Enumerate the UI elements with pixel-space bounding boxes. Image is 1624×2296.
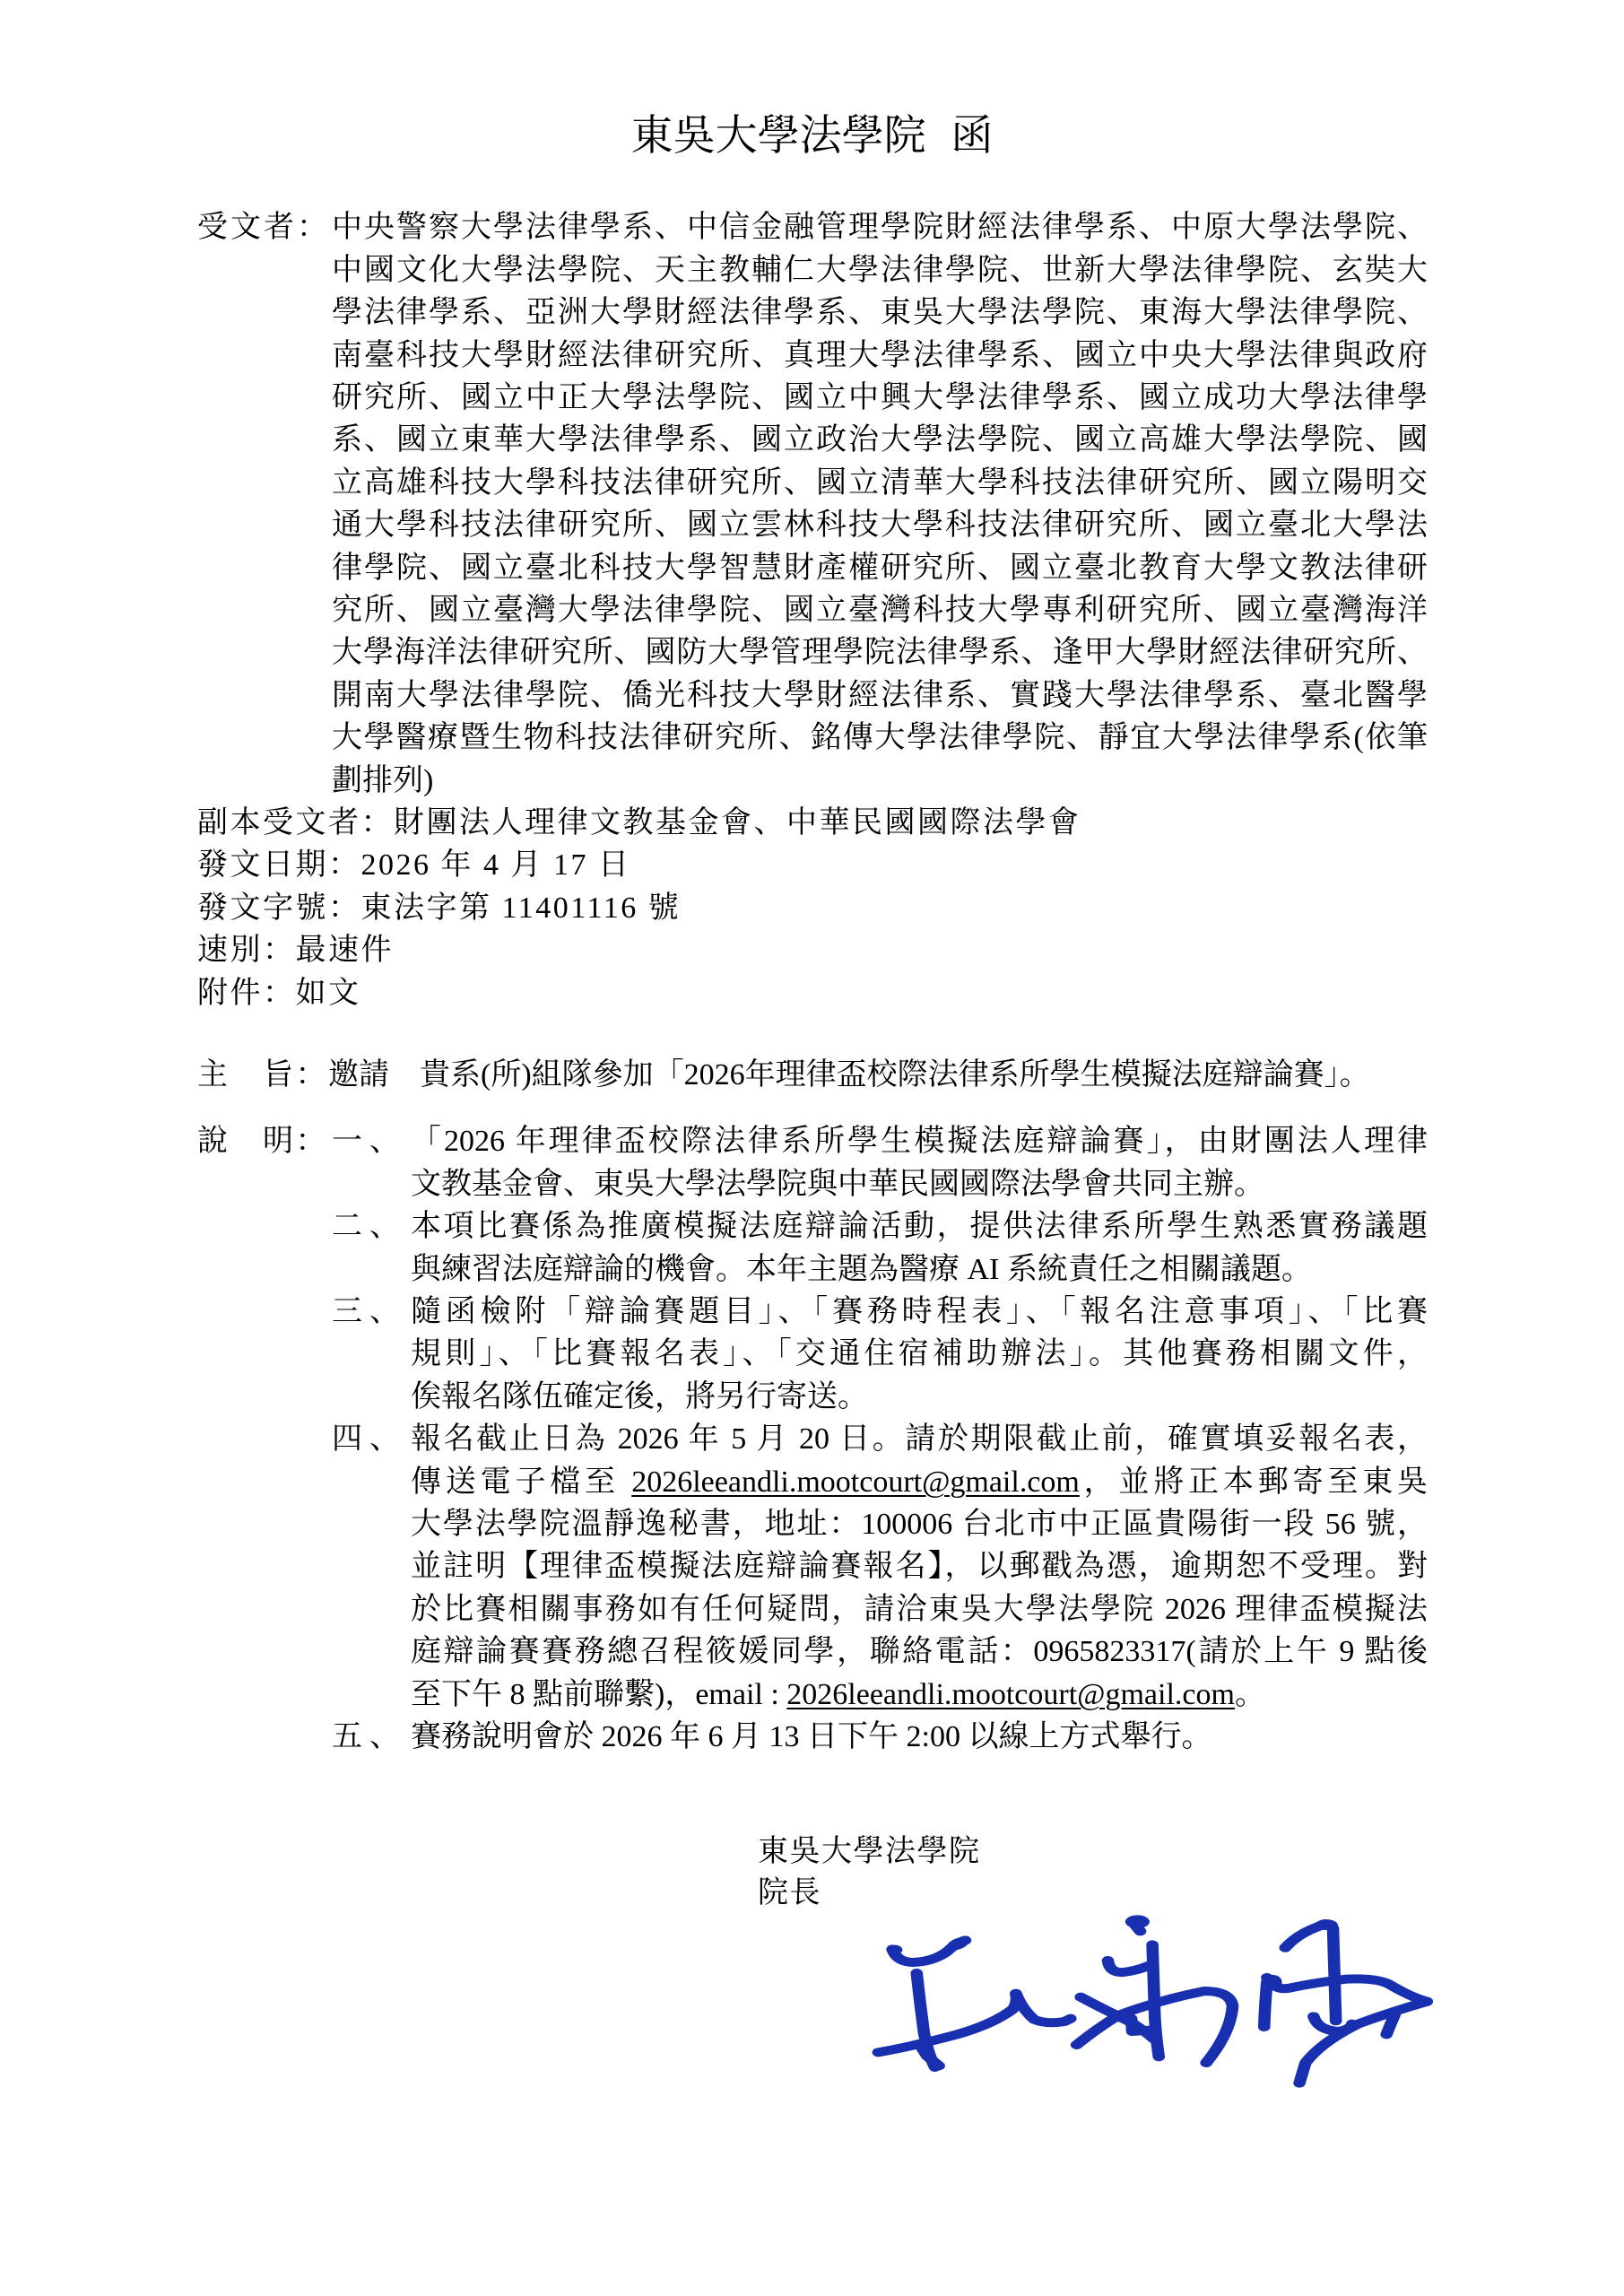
recipients-line: 學法律學系、亞洲大學財經法律學系、東吳大學法學院、東海大學法律學院、 xyxy=(332,296,1428,330)
signoff-organization: 東吳大學法學院 xyxy=(758,1835,981,1868)
item-line: 隨函檢附「辯論賽題目」、「賽務時程表」、「報名注意事項」、「比賽 xyxy=(411,1294,1428,1328)
signature-stroke xyxy=(1267,1978,1427,2002)
item-number: 五、 xyxy=(332,1719,407,1753)
item-line-text: 傳送電子檔至 xyxy=(411,1465,632,1499)
recipients-line: 研究所、國立中正大學法學院、國立中興大學法律學系、國立成功大學法律學 xyxy=(332,380,1428,414)
item-line: 並註明【理律盃模擬法庭辯論賽報名】，以郵戳為憑，逾期恕不受理。對 xyxy=(411,1550,1428,1584)
subject-label: 主 旨： xyxy=(197,1058,328,1092)
item-line-text: 。 xyxy=(1234,1677,1265,1711)
item-line-text: ，並將正本郵寄至東吳 xyxy=(1079,1465,1429,1499)
item-number: 二、 xyxy=(332,1210,407,1244)
attachment-value: 如文 xyxy=(295,976,361,1010)
priority-label: 速別： xyxy=(197,934,296,968)
recipients-line: 中國文化大學法學院、天主教輔仁大學法律學院、世新大學法律學院、玄奘大 xyxy=(332,253,1428,287)
signature-stroke xyxy=(1125,1915,1150,1928)
priority-value: 最速件 xyxy=(295,934,394,968)
item-line: 本項比賽係為推廣模擬法庭辯論活動，提供法律系所學生熟悉實務議題 xyxy=(411,1210,1428,1244)
item-line: 規則」、「比賽報名表」、「交通住宿補助辦法」。其他賽務相關文件， xyxy=(411,1337,1428,1371)
item-line: 文教基金會、東吳大學法學院與中華民國國際法學會共同主辦。 xyxy=(411,1167,1264,1201)
recipients-line: 通大學科技法律研究所、國立雲林科技大學科技法律研究所、國立臺北大學法 xyxy=(332,509,1428,543)
item-line-text: 至下午 8 點前聯繫)，email : xyxy=(411,1677,787,1711)
item-line xyxy=(411,1461,1428,1503)
recipients-line: 大學醫療暨生物科技法律研究所、銘傳大學法律學院、靜宜大學法律學系(依筆 xyxy=(332,721,1428,755)
signature-stroke xyxy=(1264,1975,1282,1989)
signature-stroke xyxy=(1299,2002,1427,2083)
cc-label: 副本受文者： xyxy=(197,805,394,839)
cc-value: 財團法人理律文教基金會、中華民國國際法學會 xyxy=(394,805,1081,839)
email-link[interactable]: 2026leeandli.mootcourt@gmail.com xyxy=(631,1465,1080,1499)
signature-stroke xyxy=(1386,2015,1394,2035)
item-line xyxy=(411,1674,1428,1716)
date-label: 發文日期： xyxy=(197,848,361,883)
reference-number-label: 發文字號： xyxy=(197,891,361,925)
attachment-field xyxy=(197,972,361,1014)
recipients-line: 究所、國立臺灣大學法律學院、國立臺灣科技大學專利研究所、國立臺灣海洋 xyxy=(332,593,1428,627)
signature-stroke xyxy=(886,1945,902,1955)
item-line: 於比賽相關事務如有任何疑問，請洽東吳大學法學院 2026 理律盃模擬法 xyxy=(411,1592,1428,1626)
item-line: 大學法學院溫靜逸秘書，地址：100006 台北市中正區貴陽街一段 56 號， xyxy=(411,1507,1428,1541)
item-line: 「2026 年理律盃校際法律系所學生模擬法庭辯論賽」，由財團法人理律 xyxy=(411,1125,1428,1159)
email-link[interactable]: 2026leeandli.mootcourt@gmail.com xyxy=(786,1677,1235,1711)
recipients-label: 受文者： xyxy=(197,211,330,245)
signature-stroke xyxy=(878,1994,1016,2052)
date-value: 2026 年 4 月 17 日 xyxy=(360,848,631,883)
letter-title: 東吳大學法學院 函 xyxy=(630,113,994,160)
reference-number-value: 東法字第 11401116 號 xyxy=(360,891,682,925)
explanation-label: 說 明： xyxy=(197,1125,328,1159)
recipients-line: 中央警察大學法律學系、中信金融管理學院財經法律學系、中原大學法學院、 xyxy=(332,211,1428,245)
subject-text: 邀請 貴系(所)組隊參加「2026年理律盃校際法律系所學生模擬法庭辯論賽」。 xyxy=(328,1058,1370,1092)
recipients-line: 開南大學法律學院、僑光科技大學財經法律系、實踐大學法律學系、臺北醫學 xyxy=(332,678,1428,712)
signature-stroke xyxy=(1016,1994,1071,2023)
reference-number-field xyxy=(197,887,681,929)
item-number: 一、 xyxy=(332,1125,407,1159)
item-line: 與練習法庭辯論的機會。本年主題為醫療 AI 系統責任之相關議題。 xyxy=(411,1252,1312,1286)
recipients-line: 律學院、國立臺北科技大學智慧財產權研究所、國立臺北教育大學文教法律研 xyxy=(332,551,1428,585)
recipients-line: 南臺科技大學財經法律研究所、真理大學法律學系、國立中央大學法律與政府 xyxy=(332,338,1428,372)
cc-field xyxy=(197,802,1081,844)
handwritten-signature xyxy=(852,1883,1480,2197)
item-line: 報名截止日為 2026 年 5 月 20 日。請於期限截止前，確實填妥報名表， xyxy=(411,1422,1428,1457)
item-line: 俟報名隊伍確定後，將另行寄送。 xyxy=(411,1379,868,1413)
signature-stroke xyxy=(1264,1982,1267,2027)
item-line: 庭辯論賽賽務總召程筱媛同學，聯絡電話：0965823317(請於上午 9 點後 xyxy=(411,1635,1428,1669)
signature-stroke xyxy=(1107,1961,1152,1972)
item-line: 賽務說明會於 2026 年 6 月 13 日下午 2:00 以線上方式舉行。 xyxy=(411,1719,1212,1753)
date-field xyxy=(197,844,631,886)
item-number: 四、 xyxy=(332,1422,407,1457)
recipients-line: 立高雄科技大學科技法律研究所、國立清華大學科技法律研究所、國立陽明交 xyxy=(332,465,1428,500)
signature-stroke xyxy=(1316,1919,1336,1930)
priority-field xyxy=(197,929,394,971)
item-number: 三、 xyxy=(332,1294,407,1328)
attachment-label: 附件： xyxy=(197,976,296,1010)
signoff-position: 院長 xyxy=(758,1876,821,1909)
recipients-line: 系、國立東華大學法律學系、國立政治大學法學院、國立高雄大學法學院、國 xyxy=(332,423,1428,457)
signature-stroke xyxy=(1333,1928,1336,2021)
recipients-line: 劃排列) xyxy=(332,763,434,797)
recipients-line: 大學海洋法律研究所、國防大學管理學院法律學系、逢甲大學財經法律研究所、 xyxy=(332,636,1428,670)
